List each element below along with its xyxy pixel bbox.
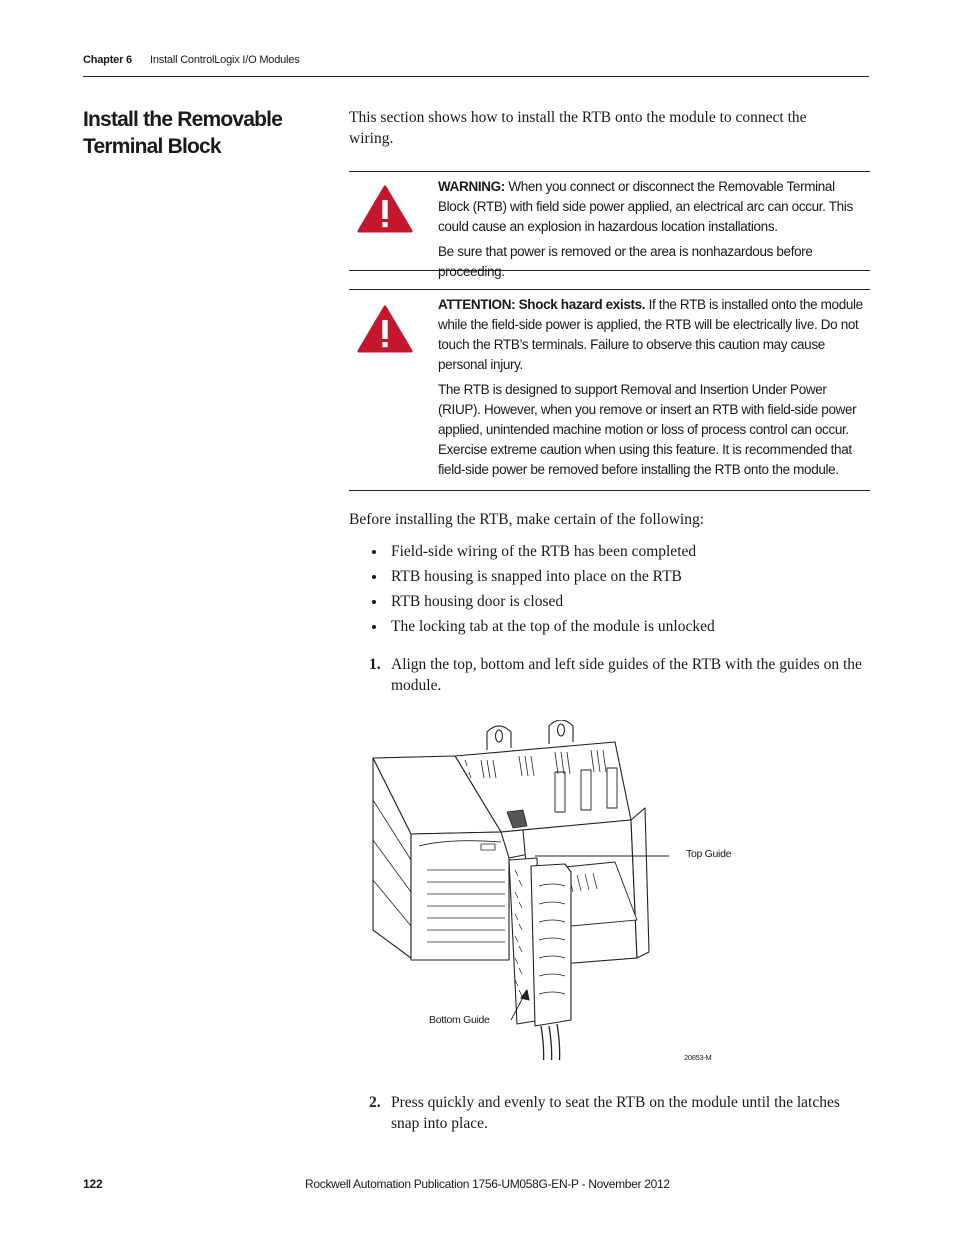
- bullet-icon: [372, 550, 376, 554]
- list-item: RTB housing is snapped into place on the RTB: [370, 564, 715, 589]
- section-title: Install the Removable Terminal Block: [83, 108, 283, 158]
- step-number: 1.: [369, 656, 381, 673]
- list-item: Field-side wiring of the RTB has been completed: [370, 539, 715, 564]
- figure-id: 20853-M: [684, 1053, 712, 1062]
- attention-body-2: The RTB is designed to support Removal and Insertion Under Power (RIUP). However, when you remove or insert an RTB with field-side power applied, unintended machine motion or loss of process control can occur. Exercise extreme caution when using this feature. It is recommended that field-side power be removed before installing the RTB onto the module.: [438, 382, 857, 477]
- step-1: [369, 654, 864, 696]
- before-installing-text: Before installing the RTB, make certain of the following:: [349, 511, 705, 528]
- list-item: The locking tab at the top of the module is unlocked: [370, 614, 715, 639]
- attention-notice: [349, 289, 870, 491]
- step-2: [369, 1092, 864, 1134]
- intro-paragraph: This section shows how to install the RTB onto the module to connect the wiring.: [349, 109, 807, 147]
- warning-body-2: Be sure that power is removed or the area is nonhazardous before proceeding.: [438, 244, 813, 279]
- bullet-icon: [372, 625, 376, 629]
- checklist: [370, 539, 715, 639]
- top-guide-label: Top Guide: [686, 848, 732, 860]
- bottom-guide-label: Bottom Guide: [429, 1014, 490, 1026]
- warning-label: WARNING:: [438, 179, 505, 194]
- attention-label: ATTENTION: Shock hazard exists.: [438, 297, 646, 312]
- bullet-icon: [372, 600, 376, 604]
- step-text: Press quickly and evenly to seat the RTB on the module until the latches snap into place.: [391, 1094, 840, 1132]
- header-rule: [83, 76, 869, 77]
- warning-notice: [349, 171, 870, 279]
- bullet-icon: [372, 575, 376, 579]
- warning-text: [438, 177, 868, 287]
- publication-info: Rockwell Automation Publication 1756-UM058G-EN-P - November 2012: [305, 1177, 670, 1191]
- warning-triangle-icon: [357, 305, 413, 353]
- rtb-installation-illustration: [369, 720, 669, 1060]
- attention-text: [438, 295, 868, 485]
- step-number: 2.: [369, 1094, 381, 1111]
- header-chapter-title: Install ControlLogix I/O Modules: [150, 54, 300, 66]
- warning-body: When you connect or disconnect the Removable Terminal Block (RTB) with field side power applied, an electrical arc can occur. This could cause an explosion in hazardous location installations.: [438, 179, 853, 234]
- page-number: 122: [83, 1177, 103, 1191]
- header-chapter: Chapter 6: [83, 54, 132, 66]
- warning-triangle-icon: [357, 185, 413, 233]
- step-text: Align the top, bottom and left side guides of the RTB with the guides on the module.: [391, 656, 862, 694]
- attention-body: If the RTB is installed onto the module while the field-side power is applied, the RTB will be electrically live. Do not touch the RTB’s terminals. Failure to observe this caution may cause personal injury.: [438, 297, 863, 372]
- list-item: RTB housing door is closed: [370, 589, 715, 614]
